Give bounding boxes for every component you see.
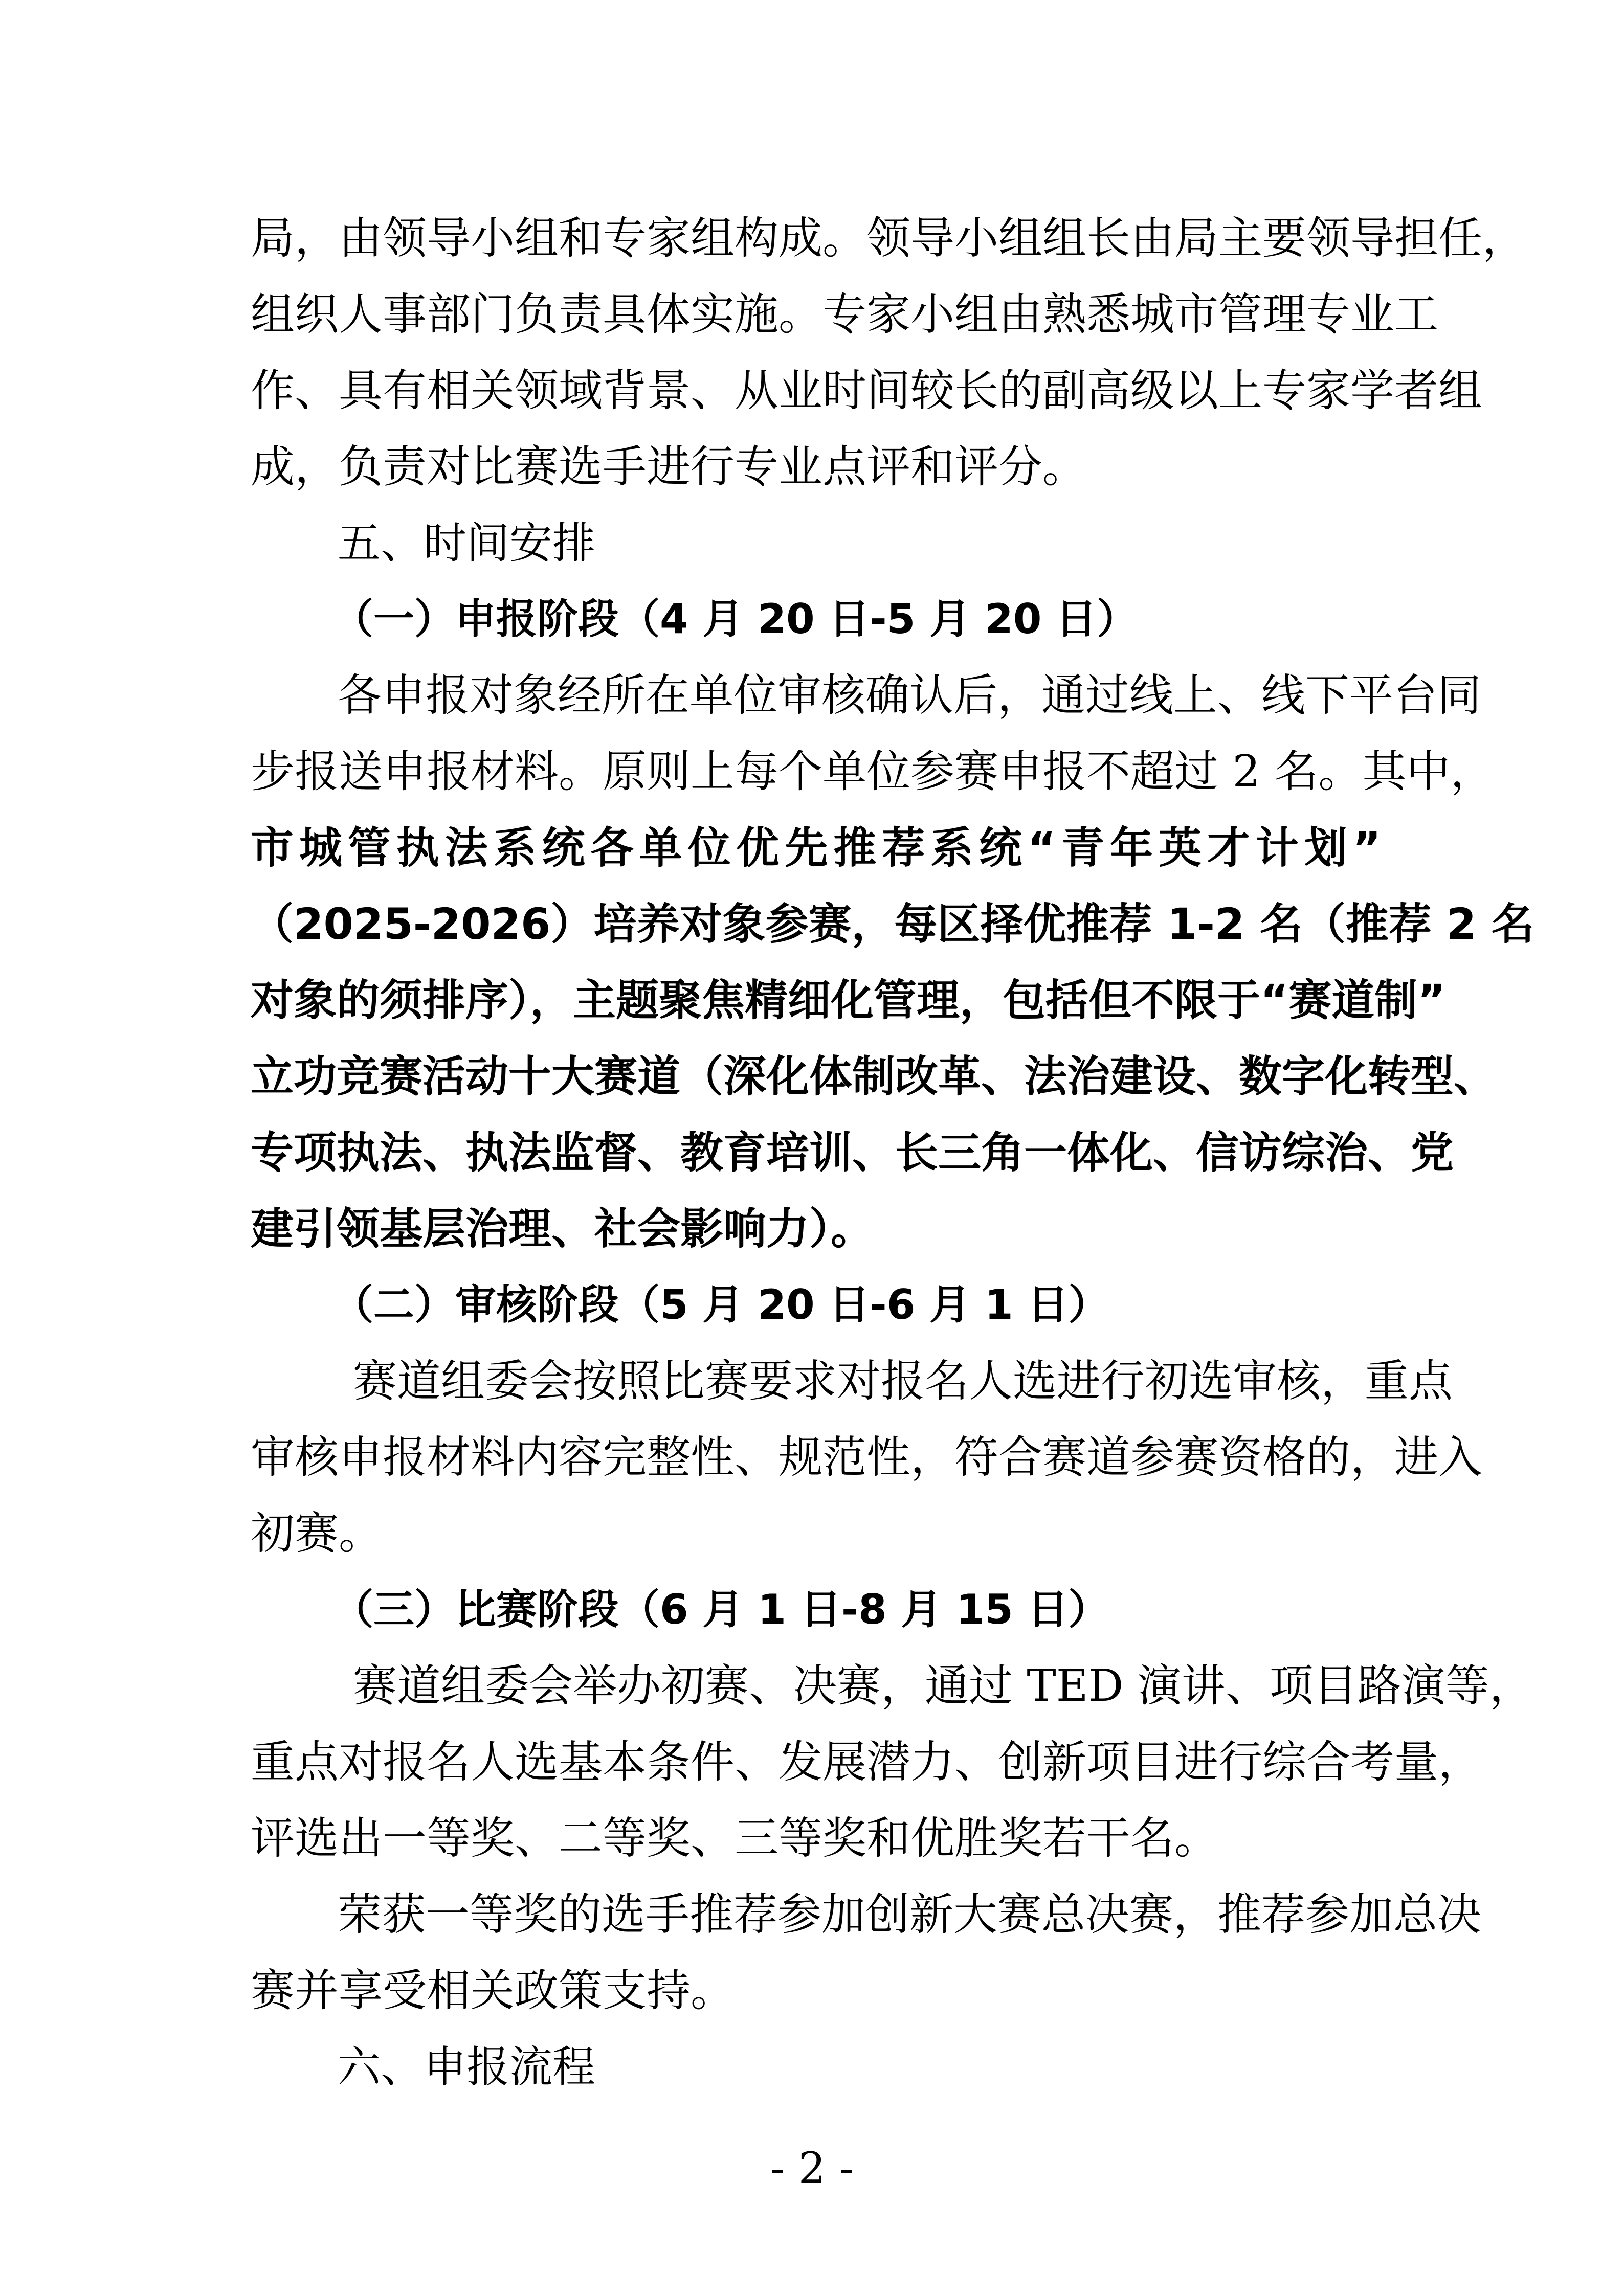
subsection-heading: （二）审核阶段（5 月 20 日-6 月 1 日） xyxy=(332,1281,1109,1329)
body-line: 赛道组委会按照比赛要求对报名人选进行初选审核，重点 xyxy=(353,1356,1453,1407)
body-line: 各申报对象经所在单位审核确认后，通过线上、线下平台同 xyxy=(338,670,1481,721)
subsection-heading: （一）申报阶段（4 月 20 日-5 月 20 日） xyxy=(332,595,1138,643)
body-line-emphasis: 立功竞赛活动十大赛道（深化体制改革、法治建设、数字化转型、 xyxy=(251,1051,1497,1101)
body-line: 步报送申报材料。原则上每个单位参赛申报不超过 2 名。其中， xyxy=(251,746,1495,797)
body-line: 初赛。 xyxy=(251,1508,383,1559)
body-line-emphasis: 专项执法、执法监督、教育培训、长三角一体化、信访综治、党 xyxy=(251,1128,1454,1178)
body-line: 赛道组委会举办初赛、决赛，通过 TED 演讲、项目路演等， xyxy=(353,1660,1533,1712)
body-line-emphasis: 市城管执法系统各单位优先推荐系统“青年英才计划” xyxy=(251,823,1381,873)
body-line: 荣获一等奖的选手推荐参加创新大赛总决赛，推荐参加总决 xyxy=(338,1889,1481,1940)
body-line: 审核申报材料内容完整性、规范性，符合赛道参赛资格的，进入 xyxy=(251,1432,1482,1483)
body-line: 重点对报名人选基本条件、发展潜力、创新项目进行综合考量， xyxy=(251,1737,1482,1788)
body-line: 成，负责对比赛选手进行专业点评和评分。 xyxy=(251,441,1086,492)
body-line: 作、具有相关领域背景、从业时间较长的副高级以上专家学者组 xyxy=(251,365,1482,416)
body-line: 局，由领导小组和专家组构成。领导小组组长由局主要领导担任， xyxy=(251,213,1526,264)
body-line: 组织人事部门负责具体实施。专家小组由熟悉城市管理专业工 xyxy=(251,289,1438,340)
body-line-emphasis: （2025-2026）培养对象参赛，每区择优推荐 1-2 名（推荐 2 名 xyxy=(251,899,1534,949)
body-line: 赛并享受相关政策支持。 xyxy=(251,1965,735,2016)
section-heading: 六、申报流程 xyxy=(338,2042,596,2092)
body-line-emphasis: 建引领基层治理、社会影响力）。 xyxy=(251,1204,874,1254)
subsection-heading: （三）比赛阶段（6 月 1 日-8 月 15 日） xyxy=(332,1586,1109,1633)
section-heading: 五、时间安排 xyxy=(338,518,596,568)
body-line-emphasis: 对象的须排序），主题聚焦精细化管理，包括但不限于“赛道制” xyxy=(251,975,1446,1025)
page-number: - 2 - xyxy=(770,2143,854,2193)
body-line: 评选出一等奖、二等奖、三等奖和优胜奖若干名。 xyxy=(251,1813,1218,1864)
